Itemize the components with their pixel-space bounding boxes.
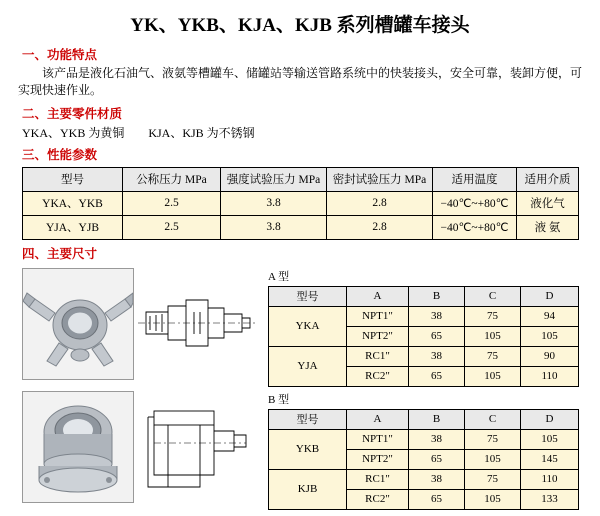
dim-b-g1-r0-c0: RC1": [347, 469, 409, 489]
coupling-photo-b-graphic: [23, 392, 133, 502]
table-header-row: [269, 409, 579, 429]
perf-r1-c1: 2.5: [123, 215, 221, 239]
perf-r0-c0: YKA、YKB: [23, 191, 123, 215]
dim-b-g1-r1-c0: RC2": [347, 489, 409, 509]
dim-b-g0-r0-c0: NPT1": [347, 429, 409, 449]
dim-a-col-1: A: [347, 286, 409, 306]
performance-table: [22, 167, 579, 240]
perf-r0-c1: 2.5: [123, 191, 221, 215]
perf-r0-c4: −40℃~+80℃: [433, 191, 517, 215]
dim-a-col-2: B: [409, 286, 465, 306]
dim-b-g1-model: KJB: [269, 469, 347, 509]
dim-b-g1-r1-c2: 105: [465, 489, 521, 509]
dimension-row-a: [22, 268, 600, 387]
dimension-table-a-wrap: [268, 268, 579, 387]
dimension-row-b: [22, 391, 600, 510]
table-header-row: [23, 167, 579, 191]
dim-b-g0-model: YKB: [269, 429, 347, 469]
perf-col-4: 适用温度: [433, 167, 517, 191]
dim-a-g0-r1-c1: 65: [409, 326, 465, 346]
table-row: [269, 469, 579, 489]
type-label-a: A 型: [268, 270, 290, 283]
dim-a-g1-r1-c2: 105: [465, 366, 521, 386]
perf-r0-c5: 液化气: [517, 191, 579, 215]
dim-a-g0-r0-c3: 94: [521, 306, 579, 326]
page-title: YK、YKB、KJA、KJB 系列槽罐车接头: [130, 15, 470, 36]
dim-b-col-1: A: [347, 409, 409, 429]
dim-a-g1-r1-c0: RC2": [347, 366, 409, 386]
dim-a-g1-r0-c1: 38: [409, 346, 465, 366]
perf-r0-c3: 2.8: [327, 191, 433, 215]
dim-b-g0-r1-c1: 65: [409, 449, 465, 469]
product-photo-a: [22, 268, 134, 380]
material-right: KJA、KJB 为不锈钢: [148, 125, 255, 140]
dimensions-section: [0, 268, 600, 510]
table-row: [23, 191, 579, 215]
dim-b-col-3: C: [465, 409, 521, 429]
dim-a-g1-model: YJA: [269, 346, 347, 386]
material-left: YKA、YKB 为黄铜: [22, 125, 125, 140]
dim-a-g0-r0-c0: NPT1": [347, 306, 409, 326]
perf-r1-c0: YJA、YJB: [23, 215, 123, 239]
dim-b-g1-r1-c3: 133: [521, 489, 579, 509]
table-row: [269, 306, 579, 326]
dim-b-g1-r0-c3: 110: [521, 469, 579, 489]
dimension-table-b-wrap: [268, 391, 579, 510]
section-heading-material: 二、主要零件材质: [22, 106, 123, 121]
technical-drawing-a: [138, 268, 256, 378]
perf-col-1: 公称压力 MPa: [123, 167, 221, 191]
perf-r0-c2: 3.8: [221, 191, 327, 215]
dimension-table-a: [268, 286, 579, 387]
dim-a-g1-r0-c2: 75: [465, 346, 521, 366]
dim-a-g1-r1-c1: 65: [409, 366, 465, 386]
perf-r1-c5: 液 氨: [517, 215, 579, 239]
dim-a-g0-r0-c1: 38: [409, 306, 465, 326]
dimension-table-b: [268, 409, 579, 510]
dim-b-col-0: 型号: [269, 409, 347, 429]
dim-a-col-3: C: [465, 286, 521, 306]
perf-col-5: 适用介质: [517, 167, 579, 191]
dim-a-col-4: D: [521, 286, 579, 306]
coupling-drawing-b-graphic: [138, 391, 256, 501]
table-row: [269, 346, 579, 366]
dim-a-g0-r1-c2: 105: [465, 326, 521, 346]
dim-a-g0-r0-c2: 75: [465, 306, 521, 326]
dim-b-g0-r1-c3: 145: [521, 449, 579, 469]
dim-b-g1-r0-c2: 75: [465, 469, 521, 489]
dim-a-g1-r0-c3: 90: [521, 346, 579, 366]
dim-a-g0-model: YKA: [269, 306, 347, 346]
coupling-drawing-a-graphic: [138, 268, 256, 378]
section-heading-features: 一、功能特点: [22, 48, 98, 62]
perf-r1-c4: −40℃~+80℃: [433, 215, 517, 239]
dim-b-col-2: B: [409, 409, 465, 429]
dim-b-col-4: D: [521, 409, 579, 429]
dim-b-g0-r0-c1: 38: [409, 429, 465, 449]
dim-b-g1-r0-c1: 38: [409, 469, 465, 489]
dim-b-g0-r1-c2: 105: [465, 449, 521, 469]
perf-r1-c2: 3.8: [221, 215, 327, 239]
product-photo-b: [22, 391, 134, 503]
table-row: [23, 215, 579, 239]
dim-a-g0-r1-c0: NPT2": [347, 326, 409, 346]
dim-b-g0-r1-c0: NPT2": [347, 449, 409, 469]
dim-a-col-0: 型号: [269, 286, 347, 306]
type-label-b: B 型: [268, 393, 290, 406]
table-header-row: [269, 286, 579, 306]
perf-col-0: 型号: [23, 167, 123, 191]
dim-a-g1-r0-c0: RC1": [347, 346, 409, 366]
coupling-photo-a-graphic: [23, 269, 133, 379]
material-line: [22, 124, 600, 141]
table-row: [269, 429, 579, 449]
perf-r1-c3: 2.8: [327, 215, 433, 239]
section-heading-dimensions: 四、主要尺寸: [22, 246, 98, 261]
dim-a-g0-r1-c3: 105: [521, 326, 579, 346]
dim-b-g1-r1-c1: 65: [409, 489, 465, 509]
dim-a-g1-r1-c3: 110: [521, 366, 579, 386]
features-body: 该产品是液化石油气、液氨等槽罐车、储罐站等输送管路系统中的快装接头，安全可靠，装卸方便，可实现快速作业。: [18, 66, 583, 98]
perf-col-3: 密封试验压力 MPa: [327, 167, 433, 191]
technical-drawing-b: [138, 391, 256, 501]
dim-b-g0-r0-c3: 105: [521, 429, 579, 449]
section-heading-performance: 三、性能参数: [22, 147, 98, 162]
dim-b-g0-r0-c2: 75: [465, 429, 521, 449]
perf-col-2: 强度试验压力 MPa: [221, 167, 327, 191]
